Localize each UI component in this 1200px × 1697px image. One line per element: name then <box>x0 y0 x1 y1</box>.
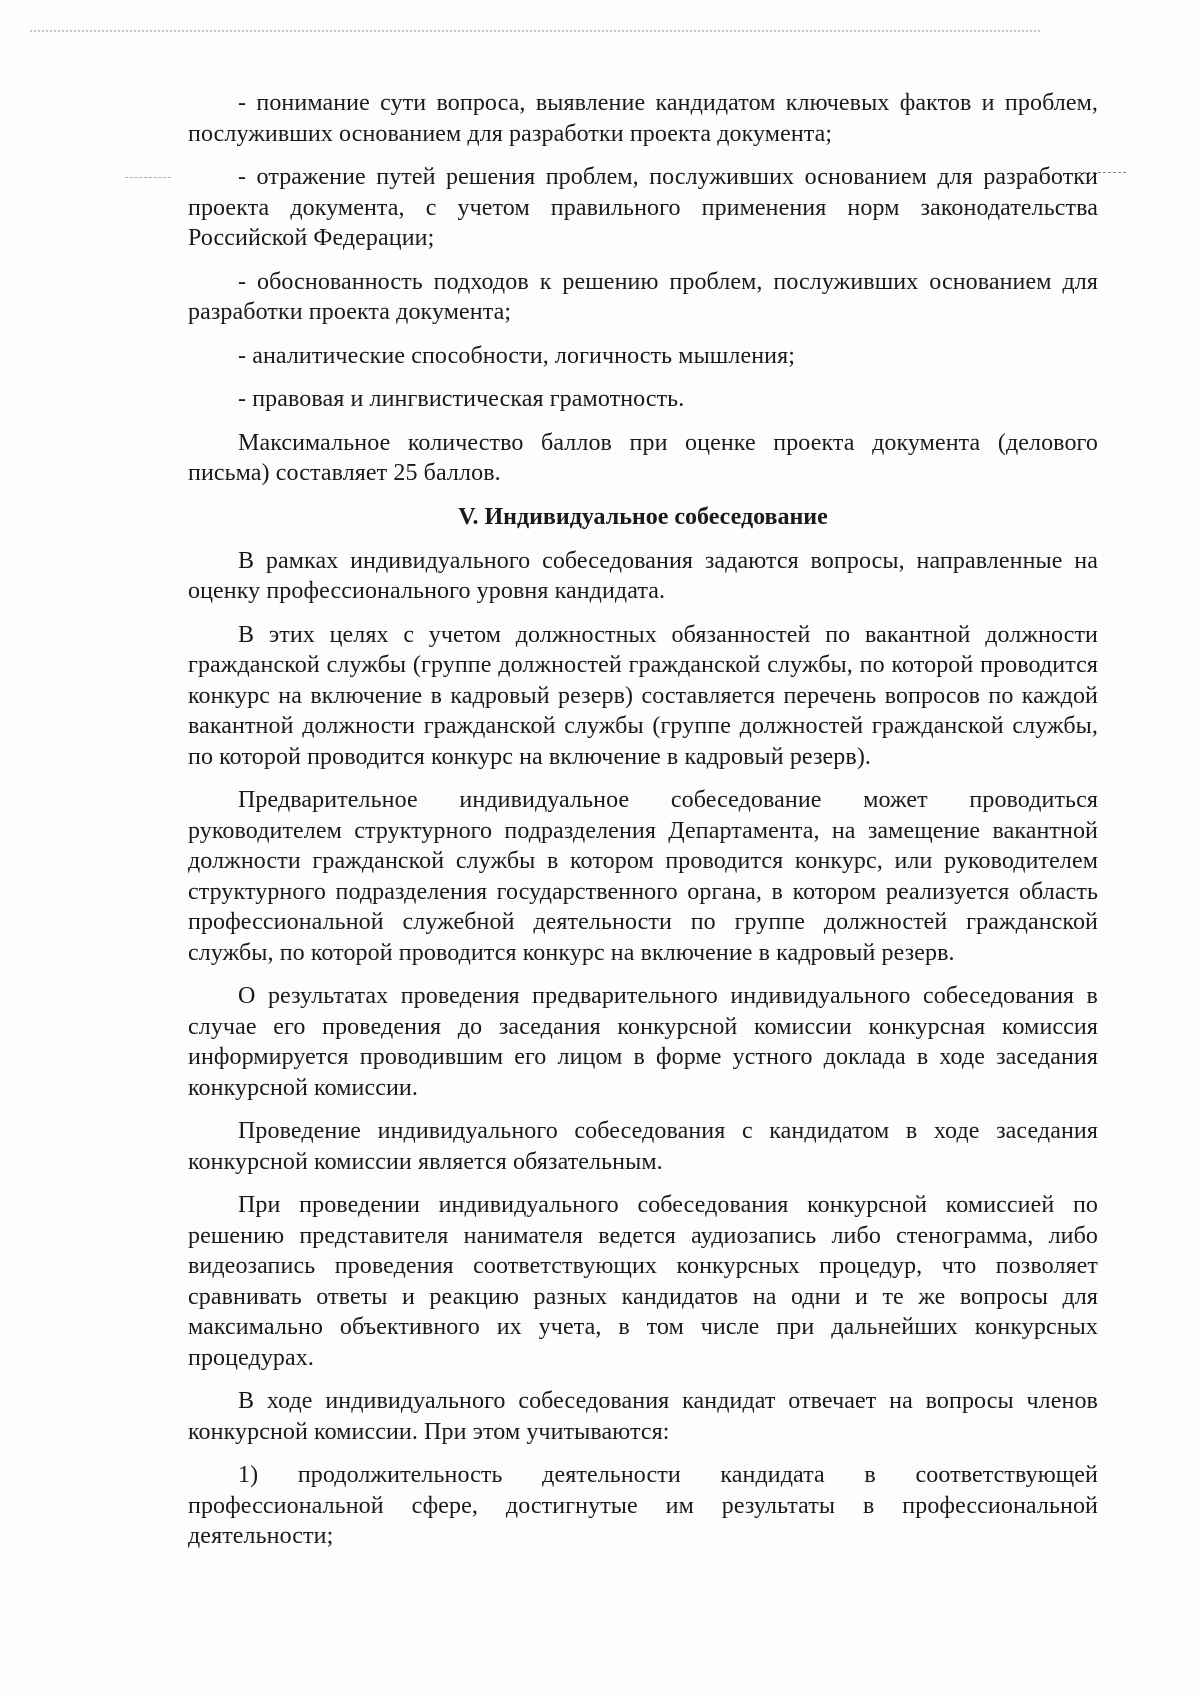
interview-intro-paragraph: В рамках индивидуального собеседования задаются вопросы, направленные на оценку профессионального уровня кандидата. <box>188 547 1098 604</box>
preliminary-interview-paragraph: Предварительное индивидуальное собеседование может проводиться руководителем структурного подразделения Департамента, на замещение вакантной должности гражданской службы в котором проводится конкурс, или руководителем структурного подразделения государственного органа, в котором реализуется область профессиональной служебной деятельности по группе должностей гражданской службы, по которой проводится конкурс на включение в кадровый резерв. <box>188 787 1098 966</box>
question-list-paragraph: В этих целях с учетом должностных обязанностей по вакантной должности гражданской службы (группе должностей гражданской службы, по которой проводится конкурс на включение в кадровый резерв) составляется перечень вопросов по каждой вакантной должности гражданской службы (группе должностей гражданской службы, по которой проводится конкурс на включение в кадровый резерв). <box>188 621 1098 770</box>
criterion-1-paragraph: 1) продолжительность деятельности кандидата в соответствующей профессиональной сфере, достигнутые им результаты в профессиональной деятельности; <box>188 1462 1098 1549</box>
criteria-item-justification: - обоснованность подходов к решению проблем, послуживших основанием для разработки проекта документа; <box>188 268 1098 325</box>
section-heading: V. Индивидуальное собеседование <box>458 503 828 530</box>
criteria-item-solutions: - отражение путей решения проблем, послуживших основанием для разработки проекта документа, с учетом правильного применения норм законодательства Российской Федерации; <box>188 164 1098 251</box>
preliminary-results-paragraph: О результатах проведения предварительного индивидуального собеседования в случае его проведения до заседания конкурсной комиссии конкурсная комиссия информируется проводившим его лицом в форме устного доклада в ходе заседания конкурсной комиссии. <box>188 983 1098 1101</box>
max-score-paragraph: Максимальное количество баллов при оценке проекта документа (делового письма) составляет 25 баллов. <box>188 429 1098 486</box>
recording-paragraph: При проведении индивидуального собеседования конкурсной комиссией по решению представителя нанимателя ведется аудиозапись либо стенограмма, либо видеозапись проведения соответствующих конкурсных процедур, что позволяет сравнивать ответы и реакцию разных кандидатов на одни и те же вопросы для максимально объективного их учета, в том числе при дальнейших конкурсных процедурах. <box>188 1192 1098 1371</box>
scan-artifact-top <box>30 30 1040 32</box>
mandatory-interview-paragraph: Проведение индивидуального собеседования с кандидатом в ходе заседания конкурсной комиссии является обязательным. <box>188 1118 1098 1175</box>
criteria-item-analytics: - аналитические способности, логичность мышления; <box>238 342 795 369</box>
criteria-item-understanding: - понимание сути вопроса, выявление кандидатом ключевых фактов и проблем, послуживших основанием для разработки проекта документа; <box>188 90 1098 147</box>
document-body <box>188 88 1098 1565</box>
questions-considered-paragraph: В ходе индивидуального собеседования кандидат отвечает на вопросы членов конкурсной комиссии. При этом учитываются: <box>188 1388 1098 1445</box>
criteria-item-literacy: - правовая и лингвистическая грамотность. <box>238 386 685 412</box>
scan-artifact-left <box>125 177 171 178</box>
